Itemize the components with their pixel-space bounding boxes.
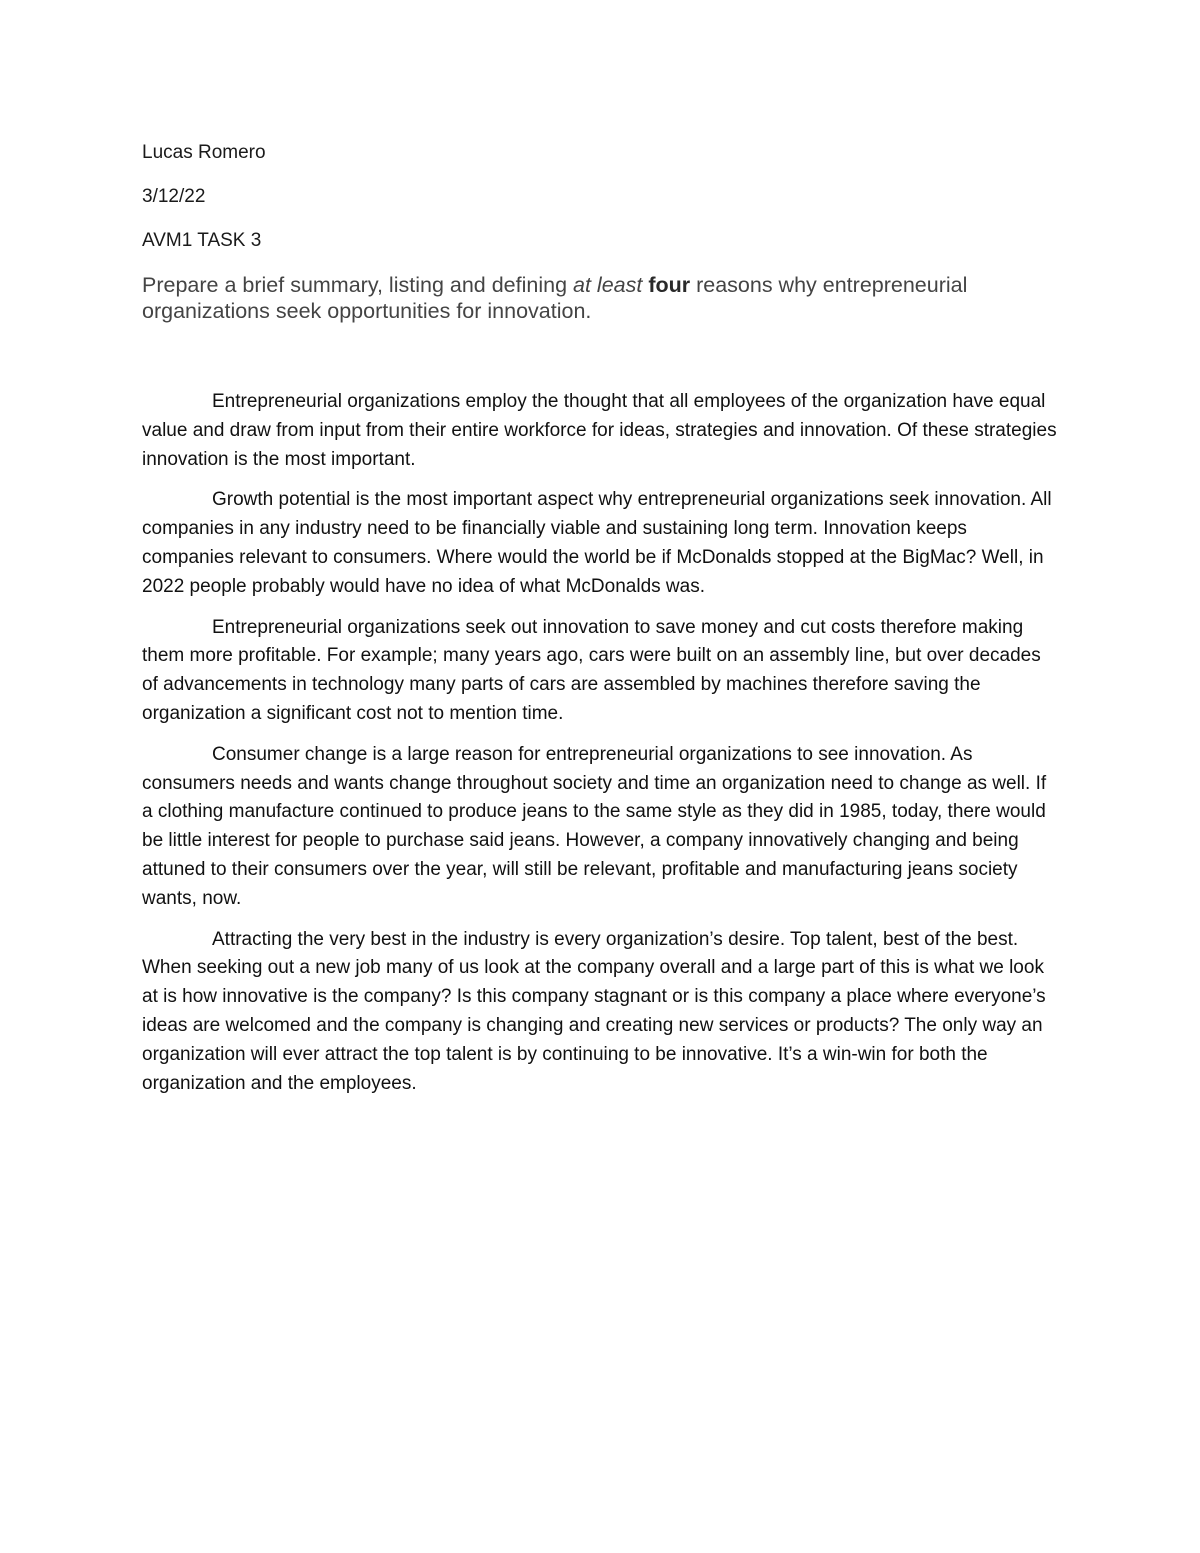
- paragraph-cost: Entrepreneurial organizations seek out innovation to save money and cut costs therefore making them more profitable. For example; many years ago, cars were built on an assembly line, but over decades of advancements in technology many parts of cars are assembled by machines therefore saving the organization a significant cost not to mention time.: [142, 616, 1041, 724]
- author-name: Lucas Romero: [142, 142, 266, 163]
- prompt-text-end: reasons why entrepreneurial organizations seek opportunities for innovation.: [142, 273, 968, 323]
- paragraph-growth: Growth potential is the most important aspect why entrepreneurial organizations seek innovation. All companies in any industry need to be financially viable and sustaining long term. Innovation keeps companies relevant to consumers. Where would the world be if McDonalds stopped at the BigMac? Well, in 2022 people probably would have no idea of what McDonalds was.: [142, 489, 1052, 597]
- prompt-bold-text: four: [648, 273, 691, 297]
- paragraph-intro: Entrepreneurial organizations employ the thought that all employees of the organization have equal value and draw from input from their entire workforce for ideas, strategies and innovation. Of these strategies innovation is the most important.: [142, 391, 1057, 470]
- document-date: 3/12/22: [142, 186, 206, 207]
- task-title: AVM1 TASK 3: [142, 230, 262, 251]
- essay-body: [142, 388, 1062, 1098]
- paragraph-talent: Attracting the very best in the industry is every organization’s desire. Top talent, best of the best. When seeking out a new job many of us look at the company overall and a large part of this is what we look at is how innovative is the company? Is this company stagnant or is this company a place where everyone’s ideas are welcomed and the company is changing and creating new services or products? The only way an organization will ever attract the top talent is by continuing to be innovative. It’s a win-win for both the organization and the employees.: [142, 928, 1046, 1094]
- prompt-text-start: Prepare a brief summary, listing and defining: [142, 273, 574, 297]
- document-page: [142, 140, 1062, 1110]
- paragraph-consumer: Consumer change is a large reason for entrepreneurial organizations to see innovation. As consumers needs and wants change throughout society and time an organization need to change as well. If a clothing manufacture continued to produce jeans to the same style as they did in 1985, today, there would be little interest for people to purchase said jeans. However, a company innovatively changing and being attuned to their consumers over the year, will still be relevant, profitable and manufacturing jeans society wants, now.: [142, 743, 1047, 909]
- assignment-prompt: [142, 272, 1062, 324]
- prompt-italic-text: at least: [573, 273, 643, 297]
